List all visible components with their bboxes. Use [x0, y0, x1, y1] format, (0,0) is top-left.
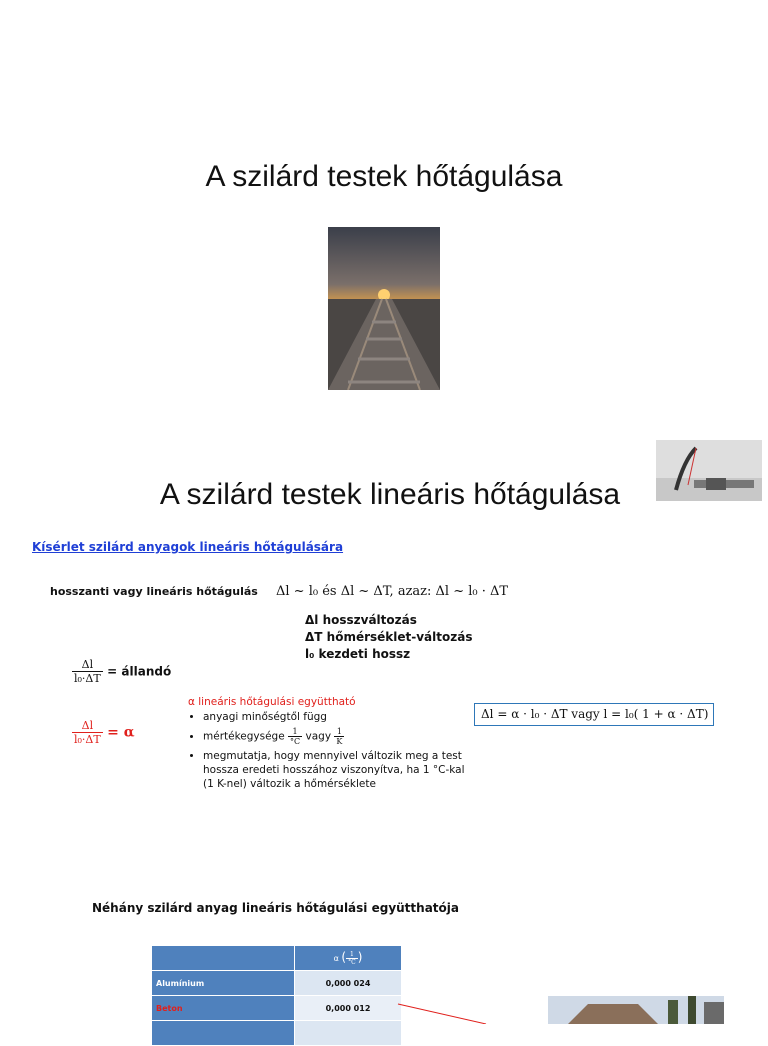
frac-numerator: Δl	[81, 658, 94, 671]
definitions	[305, 612, 472, 663]
bullet-unit-label: mértékegysége	[203, 730, 285, 743]
table-title: Néhány szilárd anyag lineáris hőtágulási együtthatója	[92, 901, 459, 915]
table-row	[152, 971, 402, 996]
unit-kelvin-den: K	[336, 737, 343, 746]
unit-kelvin-num: 1	[336, 727, 342, 736]
header-unit-den: °C	[348, 959, 356, 966]
frac-denominator-alpha: l₀·ΔT	[74, 733, 101, 746]
table-header-row	[152, 946, 402, 971]
alpha-properties-list	[185, 710, 473, 794]
material-name-cropped	[152, 1021, 295, 1046]
bullet-unit-or: vagy	[305, 730, 332, 743]
connector-line	[396, 1000, 556, 1024]
frac-denominator: l₀·ΔT	[74, 672, 101, 685]
slide1-title: A szilárd testek hőtágulása	[205, 160, 563, 193]
unit-celsius-den: °C	[290, 737, 301, 746]
def-delta-l: Δl hosszváltozás	[305, 613, 417, 627]
ratio-constant-equation	[72, 658, 171, 685]
material-value: 0,000 012	[295, 996, 402, 1021]
proportionality-relation: Δl ~ l₀ és Δl ~ ΔT, azaz: Δl ~ l₀ · ΔT	[276, 584, 509, 599]
def-delta-t: ΔT hőmérséklet-változás	[305, 630, 473, 644]
alpha-title: α lineáris hőtágulási együttható	[188, 696, 356, 708]
bullet-meaning: megmutatja, hogy mennyivel változik meg a test hossza eredeti hosszához viszonyítva, ha 1 °C-kal (1 K-nel) változik a hőmérséklete	[203, 750, 465, 790]
equals-constant: = állandó	[107, 664, 172, 679]
table-header-alpha: α ( $\frac{1}{^\circ C}$ )	[295, 946, 402, 971]
material-value: 0,000 024	[295, 971, 402, 996]
table-header-empty	[152, 946, 295, 971]
material-value-cropped	[295, 1021, 402, 1046]
railway-sunset-photo	[328, 227, 440, 390]
material-name: Alumínium	[152, 971, 295, 996]
list-item	[203, 749, 473, 791]
frac-numerator-alpha: Δl	[81, 719, 94, 732]
material-name: Beton	[152, 996, 295, 1021]
experiment-link[interactable]: Kísérlet szilárd anyagok lineáris hőtágulására	[32, 540, 344, 554]
building-photo	[548, 996, 724, 1024]
boxed-formula: Δl = α · l₀ · ΔT vagy l = l₀( 1 + α · ΔT)	[474, 703, 714, 726]
ratio-alpha-equation	[72, 719, 135, 746]
header-unit-num: 1	[349, 951, 354, 958]
slide2-title: A szilárd testek lineáris hőtágulása	[159, 478, 621, 511]
table-row	[152, 996, 402, 1021]
list-item	[203, 710, 473, 724]
bullet-material: anyagi minőségtől függ	[203, 711, 327, 723]
table-row	[152, 1021, 402, 1046]
unit-celsius-num: 1	[292, 727, 298, 736]
alpha-symbol: α	[333, 954, 339, 963]
list-item	[203, 727, 473, 746]
equals-alpha: = α	[107, 724, 135, 741]
def-l0: l₀ kezdeti hossz	[305, 647, 411, 661]
coefficient-table	[152, 946, 402, 1046]
longitudinal-label: hosszanti vagy lineáris hőtágulás	[50, 585, 258, 598]
